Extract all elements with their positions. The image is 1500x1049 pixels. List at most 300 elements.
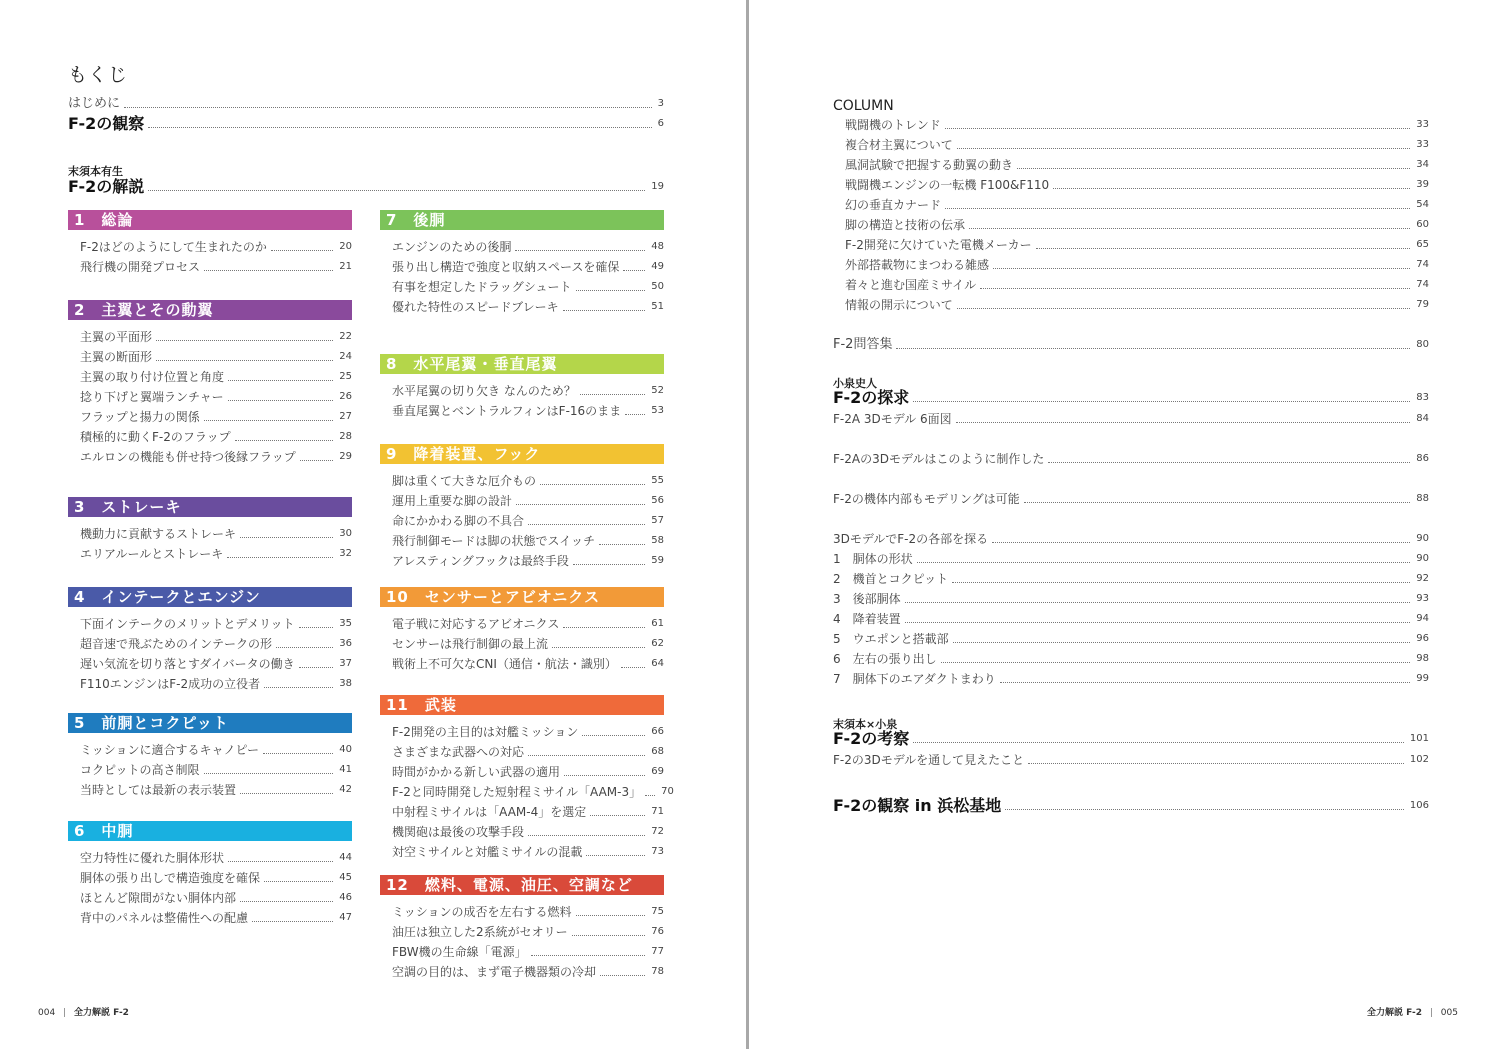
entry-label: 超音速で飛ぶためのインテークの形 [80,637,273,651]
toc-entry[interactable] [80,782,352,798]
column-entry[interactable] [845,217,1429,233]
right-page [750,0,1500,1049]
dot-leader [563,627,645,628]
entry-page: 44 [339,852,352,863]
page-gutter [746,0,749,1049]
toc-entry[interactable] [392,383,664,399]
entry-label: 脚は重くて大きな厄介もの [392,474,537,488]
part-entry[interactable] [833,651,1429,667]
toc-entry[interactable] [392,904,664,920]
entry-page: 56 [651,495,664,506]
dot-leader [552,647,645,648]
page-number: 005 [1440,1008,1458,1018]
entry-page: 92 [1416,573,1429,584]
entry-page: 78 [651,966,664,977]
entry-page: 51 [651,301,664,312]
entry-page: 61 [651,618,664,629]
entry-page: 26 [339,391,352,402]
entry-page: 59 [651,555,664,566]
part-entry[interactable] [833,671,1429,687]
footer-divider [64,1008,65,1017]
entry-page: 24 [339,351,352,362]
entry-label: 飛行機の開発プロセス [80,260,201,274]
entry-label: ほとんど隙間がない胴体内部 [80,891,237,905]
toc-entry[interactable] [80,526,352,542]
entry-page: 47 [339,912,352,923]
entry-page: 45 [339,872,352,883]
toc-entry[interactable] [392,259,664,275]
entry-page: 90 [1416,533,1429,544]
toc-entry[interactable] [392,616,664,632]
entry-label: F-2の観察 [68,114,145,133]
dot-leader [1017,168,1410,169]
book-title: 全力解説 F-2 [1367,1008,1423,1018]
toc-entry-consideration-item[interactable] [833,752,1429,768]
dot-leader [228,380,333,381]
dot-leader [905,602,1411,603]
entry-label: コクピットの高さ制限 [80,763,200,777]
entry-page: 74 [1416,259,1429,270]
dot-leader [992,542,1410,543]
toc-entry[interactable] [392,636,664,652]
dot-leader [240,901,333,902]
dot-leader [621,667,645,668]
dot-leader [528,524,645,525]
part-entry[interactable] [833,611,1429,627]
entry-label: 垂直尾翼とベントラルフィンはF-16のまま [392,404,622,418]
entry-page: 99 [1416,673,1429,684]
toc-entry[interactable] [392,824,664,840]
toc-entry[interactable] [392,533,664,549]
dot-leader [1036,248,1411,249]
entry-label: 胴体の張り出しで構造強度を確保 [80,871,261,885]
entry-label: 機関砲は最後の攻撃手段 [392,825,525,839]
dot-leader [1024,502,1411,503]
entry-page: 66 [651,726,664,737]
dot-leader [228,400,334,401]
toc-entry[interactable] [392,513,664,529]
dot-leader [1028,763,1404,764]
toc-entry-observation[interactable] [68,116,664,132]
entry-label: 時間がかかる新しい武器の適用 [392,765,561,779]
toc-entry[interactable] [80,742,352,758]
entry-page: 98 [1416,653,1429,664]
dot-leader [299,627,334,628]
dot-leader [945,208,1410,209]
entry-label: 7 胴体下のエアダクトまわり [833,672,996,686]
entry-page: 94 [1416,613,1429,624]
dot-leader [572,935,646,936]
entry-label: 戦闘機エンジンの一転機 F100&F110 [845,178,1050,192]
toc-entry[interactable] [80,676,352,692]
toc-entry[interactable] [80,546,352,562]
dot-leader [235,440,334,441]
entry-page: 33 [1416,119,1429,130]
column-entry[interactable] [845,177,1429,193]
author-name: 小泉史人 [833,377,877,390]
entry-label: 中射程ミサイルは「AAM-4」を選定 [392,805,587,819]
entry-page: 41 [339,764,352,775]
entry-label: 情報の開示について [845,298,953,312]
toc-entry-consideration[interactable] [833,731,1429,747]
toc-entry[interactable] [80,850,352,866]
section-header[interactable]: 9 降着装置、フック [380,444,664,464]
dot-leader [204,270,333,271]
entry-label: 主翼の平面形 [80,330,153,344]
toc-entry[interactable] [392,279,664,295]
entry-label: F-2A 3Dモデル 6面図 [833,412,952,426]
entry-page: 73 [651,846,664,857]
column-entry[interactable] [845,117,1429,133]
book-title: 全力解説 F-2 [73,1008,129,1018]
dot-leader [240,793,333,794]
entry-page: 54 [1416,199,1429,210]
dot-leader [913,742,1404,743]
entry-page: 30 [339,528,352,539]
entry-page: 3 [657,98,664,109]
dot-leader [204,773,334,774]
entry-label: F-2はどのようにして生まれたのか [80,240,267,254]
entry-page: 72 [651,826,664,837]
entry-page: 39 [1416,179,1429,190]
entry-page: 88 [1416,493,1429,504]
entry-label: 戦術上不可欠なCNI（通信・航法・識別） [392,657,617,671]
entry-page: 93 [1416,593,1429,604]
entry-page: 106 [1409,800,1429,811]
column-entry[interactable] [845,137,1429,153]
dot-leader [148,190,645,191]
column-entry[interactable] [845,237,1429,253]
toc-entry[interactable] [392,299,664,315]
entry-label: エンジンのための後胴 [392,240,512,254]
section-header[interactable]: 11 武装 [380,695,664,715]
entry-label: F-2の解説 [68,177,145,196]
entry-page: 22 [339,331,352,342]
dot-leader [586,855,645,856]
entry-label: 積極的に動くF-2のフラップ [80,430,231,444]
entry-page: 21 [339,261,352,272]
section-header[interactable]: 2 主翼とその動翼 [68,300,352,320]
dot-leader [276,647,333,648]
entry-page: 52 [651,385,664,396]
entry-label: 下面インテークのメリットとデメリット [80,617,295,631]
section-header[interactable]: 3 ストレーキ [68,497,352,517]
entry-page: 71 [651,806,664,817]
section-header[interactable]: 7 後胴 [380,210,664,230]
entry-page: 74 [1416,279,1429,290]
dot-leader [540,484,645,485]
dot-leader [528,835,645,836]
dot-leader [515,250,645,251]
entry-page: 84 [1416,413,1429,424]
toc-entry[interactable] [80,870,352,886]
dot-leader [600,975,645,976]
section-header[interactable]: 10 センサーとアビオニクス [380,587,664,607]
entry-label: F-2の考察 [833,729,910,748]
dot-leader [227,557,333,558]
entry-label: F-2開発の主目的は対艦ミッション [392,725,579,739]
section-header[interactable]: 8 水平尾翼・垂直尾翼 [380,354,664,374]
entry-label: さまざまな武器への対応 [392,745,525,759]
entry-page: 102 [1409,754,1429,765]
toc-entry[interactable] [392,239,664,255]
entry-label: 油圧は独立した2系統がセオリー [392,925,568,939]
entry-page: 83 [1416,392,1429,403]
entry-label: エルロンの機能も併せ持つ後縁フラップ [80,450,296,464]
toc-entry[interactable] [392,403,664,419]
column-entry[interactable] [845,157,1429,173]
toc-entry[interactable] [80,890,352,906]
dot-leader [240,537,333,538]
dot-leader [299,667,334,668]
entry-label: 主翼の取り付け位置と角度 [80,370,225,384]
entry-label: F-2の3Dモデルを通して見えたこと [833,753,1025,767]
entry-label: 水平尾翼の切り欠き なんのため？ [392,384,576,398]
dot-leader [264,687,333,688]
entry-label: F-2の機体内部もモデリングは可能 [833,492,1020,506]
entry-page: 29 [339,451,352,462]
dot-leader [271,250,333,251]
entry-label: 命にかかわる脚の不具合 [392,514,525,528]
entry-label: F-2開発に欠けていた電機メーカー [845,238,1032,252]
entry-label: ミッションの成否を左右する燃料 [392,905,572,919]
dot-leader [590,815,645,816]
entry-label: 6 左右の張り出し [833,652,937,666]
page-footer [38,1005,129,1018]
toc-entry[interactable] [392,553,664,569]
entry-page: 79 [1416,299,1429,310]
entry-page: 70 [661,786,674,797]
page-footer [1367,1005,1458,1018]
dot-leader [573,564,645,565]
dot-leader [1053,188,1410,189]
dot-leader [952,582,1410,583]
dot-leader [645,795,655,796]
toc-entry[interactable] [80,369,352,385]
entry-page: 62 [651,638,664,649]
entry-page: 6 [657,118,664,129]
toc-entry[interactable] [80,329,352,345]
entry-page: 42 [339,784,352,795]
entry-page: 34 [1416,159,1429,170]
dot-leader [1048,462,1410,463]
entry-page: 77 [651,946,664,957]
section-header[interactable]: 12 燃料、電源、油圧、空調など [380,875,664,895]
toc-entry[interactable] [392,764,664,780]
entry-page: 32 [339,548,352,559]
dot-leader [969,228,1410,229]
part-entry[interactable] [833,551,1429,567]
section-header[interactable]: 5 前胴とコクピット [68,713,352,733]
entry-label: FBW機の生命線「電源」 [392,945,527,959]
entry-label: ミッションに適合するキャノピー [80,743,260,757]
entry-page: 80 [1416,339,1429,350]
dot-leader [917,562,1411,563]
toc-entry[interactable] [833,491,1429,507]
toc-entry[interactable] [392,804,664,820]
dot-leader [300,460,334,461]
dot-leader [252,921,333,922]
dot-leader [228,861,333,862]
left-page [0,0,748,1049]
dot-leader [941,662,1411,663]
dot-leader [580,394,645,395]
toc-entry[interactable] [80,349,352,365]
entry-label: 着々と進む国産ミサイル [845,278,977,292]
part-entry[interactable] [833,591,1429,607]
toc-entry[interactable] [392,964,664,980]
dot-leader [582,735,645,736]
entry-label: 機動力に貢献するストレーキ [80,527,237,541]
entry-label: 電子戦に対応するアビオニクス [392,617,560,631]
toc-entry[interactable] [833,451,1429,467]
entry-page: 60 [1416,219,1429,230]
toc-entry-qa[interactable] [833,337,1429,353]
entry-label: エリアルールとストレーキ [80,547,224,561]
entry-page: 46 [339,892,352,903]
entry-label: 張り出し構造で強度と収納スペースを確保 [392,260,620,274]
dot-leader [913,401,1410,402]
entry-label: 遅い気流を切り落とすダイバータの働き [80,657,295,671]
entry-label: F-2Aの3Dモデルはこのように制作した [833,452,1045,466]
entry-label: 優れた特性のスピードブレーキ [392,300,559,314]
column-entry[interactable] [845,197,1429,213]
entry-page: 55 [651,475,664,486]
toc-entry[interactable] [833,531,1429,547]
toc-entry[interactable] [80,409,352,425]
entry-label: F-2の観察 in 浜松基地 [833,796,1002,815]
dot-leader [623,270,645,271]
entry-label: 空調の目的は、まず電子機器類の冷却 [392,965,597,979]
entry-page: 90 [1416,553,1429,564]
toc-entry-intro[interactable] [68,96,664,112]
entry-label: 主翼の断面形 [80,350,153,364]
entry-page: 86 [1416,453,1429,464]
entry-page: 36 [339,638,352,649]
dot-leader [263,753,333,754]
entry-page: 33 [1416,139,1429,150]
column-entry[interactable] [845,257,1429,273]
section-header[interactable]: 4 インテークとエンジン [68,587,352,607]
entry-label: 風洞試験で把握する動翼の動き [845,158,1014,172]
dot-leader [957,308,1411,309]
entry-label: 4 降着装置 [833,612,901,626]
dot-leader [576,290,646,291]
entry-label: F110エンジンはF-2成功の立役者 [80,677,261,691]
toc-entry[interactable] [80,762,352,778]
entry-label: 3DモデルでF-2の各部を探る [833,532,989,546]
column-entry[interactable] [845,277,1429,293]
dot-leader [905,622,1411,623]
dot-leader [1005,809,1404,810]
entry-page: 27 [339,411,352,422]
toc-entry[interactable] [80,449,352,465]
toc-entry[interactable] [80,910,352,926]
dot-leader [896,348,1410,349]
part-entry[interactable] [833,631,1429,647]
toc-entry[interactable] [392,744,664,760]
entry-page: 75 [651,906,664,917]
entry-label: 背中のパネルは整備性への配慮 [80,911,249,925]
dot-leader [1000,682,1410,683]
entry-page: 19 [651,181,664,192]
toc-entry[interactable] [392,944,664,960]
entry-label: 幻の垂直カナード [845,198,942,212]
toc-entry-quest[interactable] [833,390,1429,406]
toc-entry[interactable] [80,636,352,652]
toc-heading: もくじ [68,64,129,86]
toc-entry[interactable] [80,239,352,255]
entry-page: 58 [651,535,664,546]
entry-page: 35 [339,618,352,629]
section-header[interactable]: 1 総論 [68,210,352,230]
toc-entry-commentary[interactable] [68,179,664,195]
entry-label: 運用上重要な脚の設計 [392,494,513,508]
entry-label: 1 胴体の形状 [833,552,913,566]
entry-page: 101 [1409,733,1429,744]
dot-leader [564,775,645,776]
dot-leader [204,420,334,421]
footer-divider [1431,1008,1432,1017]
dot-leader [264,881,333,882]
dot-leader [957,148,1411,149]
entry-page: 20 [339,241,352,252]
toc-entry-hamamatsu[interactable] [833,798,1429,814]
dot-leader [956,422,1411,423]
entry-label: 脚の構造と技術の伝承 [845,218,966,232]
entry-label: 外部搭載物にまつわる雑感 [845,258,990,272]
dot-leader [993,268,1410,269]
toc-entry[interactable] [80,616,352,632]
dot-leader [516,504,645,505]
entry-label: フラップと揚力の関係 [80,410,200,424]
entry-label: 5 ウエポンと搭載部 [833,632,949,646]
toc-entry[interactable] [392,924,664,940]
toc-entry[interactable] [392,784,674,800]
dot-leader [528,755,645,756]
entry-label: 捻り下げと翼端ランチャー [80,390,224,404]
toc-entry[interactable] [392,724,664,740]
entry-label: F-2問答集 [833,337,893,352]
entry-label: 飛行制御モードは脚の状態でスイッチ [392,534,596,548]
dot-leader [148,127,651,128]
entry-page: 28 [339,431,352,442]
toc-entry[interactable] [392,656,664,672]
toc-entry[interactable] [833,411,1429,427]
toc-entry[interactable] [392,493,664,509]
dot-leader [980,288,1410,289]
entry-page: 50 [651,281,664,292]
toc-entry[interactable] [80,429,352,445]
toc-entry[interactable] [80,389,352,405]
section-header[interactable]: 6 中胴 [68,821,352,841]
entry-label: F-2の探求 [833,388,910,407]
toc-entry[interactable] [392,473,664,489]
toc-entry[interactable] [392,844,664,860]
dot-leader [156,340,333,341]
entry-page: 49 [651,261,664,272]
entry-page: 96 [1416,633,1429,644]
dot-leader [124,107,652,108]
toc-entry[interactable] [80,259,352,275]
dot-leader [531,955,646,956]
entry-label: F-2と同時開発した短射程ミサイル「AAM-3」 [392,785,642,799]
entry-page: 68 [651,746,664,757]
toc-entry[interactable] [80,656,352,672]
part-entry[interactable] [833,571,1429,587]
column-entry[interactable] [845,297,1429,313]
dot-leader [156,360,333,361]
